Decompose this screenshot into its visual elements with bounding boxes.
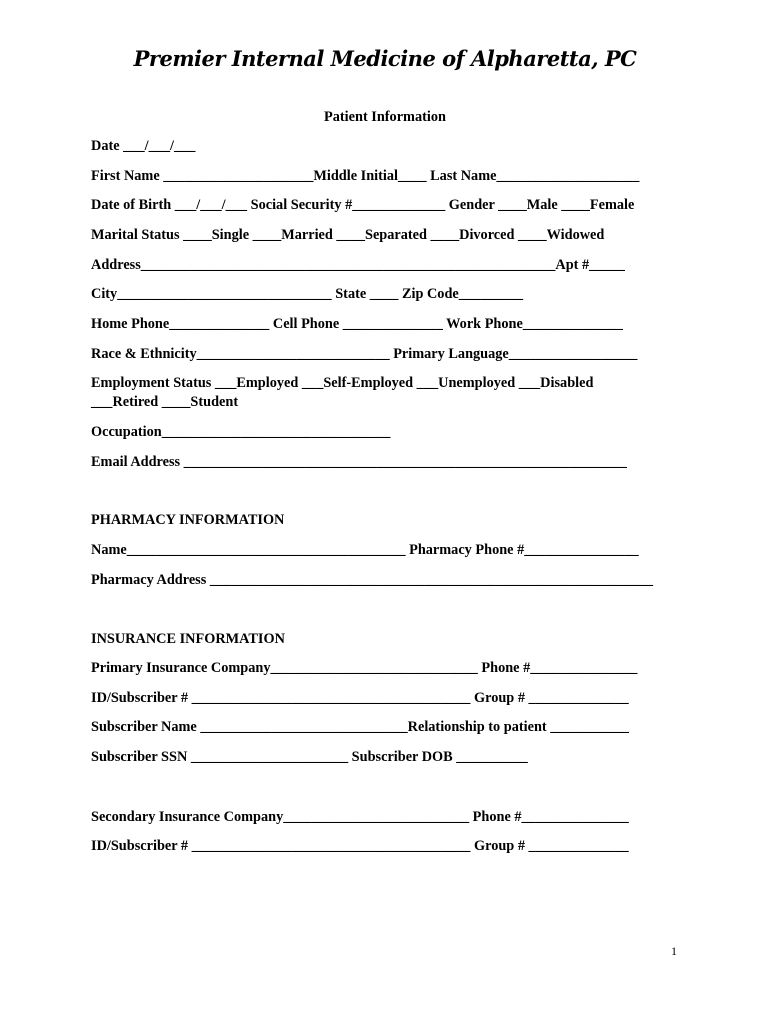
occupation-line[interactable]: Occupation________________________________ — [91, 424, 391, 440]
pharmacy-name-phone-line[interactable]: Name_______________________________________ Pharmacy Phone #________________ — [91, 542, 639, 558]
date-field-line[interactable]: Date ___/___/___ — [91, 138, 196, 154]
marital-status-line[interactable]: Marital Status ____Single ____Married ____Separated ____Divorced ____Widowed — [91, 227, 605, 243]
phone-numbers-line[interactable]: Home Phone______________ Cell Phone ______________ Work Phone______________ — [91, 316, 623, 332]
pharmacy-address-line[interactable]: Pharmacy Address ______________________________________________________________ — [91, 572, 654, 588]
employment-status-line-2[interactable]: ___Retired ____Student — [91, 394, 239, 410]
address-line[interactable]: Address__________________________________________________________Apt #_____ — [91, 257, 625, 273]
subscriber-ssn-dob-line[interactable]: Subscriber SSN ______________________ Subscriber DOB __________ — [91, 749, 528, 765]
form-title: Patient Information — [324, 109, 446, 125]
page-number: 1 — [671, 944, 677, 958]
secondary-subscriber-id-line[interactable]: ID/Subscriber # _______________________________________ Group # ______________ — [91, 838, 629, 854]
pharmacy-section-heading: PHARMACY INFORMATION — [91, 512, 285, 528]
primary-insurance-line[interactable]: Primary Insurance Company_____________________________ Phone #_______________ — [91, 660, 638, 676]
insurance-section-heading: INSURANCE INFORMATION — [91, 631, 285, 647]
subscriber-name-line[interactable]: Subscriber Name _____________________________Relationship to patient ___________ — [91, 719, 629, 735]
practice-name-title: Premier Internal Medicine of Alpharetta, PC — [133, 46, 637, 71]
email-line[interactable]: Email Address ______________________________________________________________ — [91, 454, 627, 470]
dob-ssn-gender-line[interactable]: Date of Birth ___/___/___ Social Security #_____________ Gender ____Male ____Female — [91, 197, 635, 213]
primary-subscriber-id-line[interactable]: ID/Subscriber # _______________________________________ Group # ______________ — [91, 690, 629, 706]
city-state-zip-line[interactable]: City______________________________ State ____ Zip Code_________ — [91, 286, 524, 302]
name-fields-line[interactable]: First Name _____________________Middle Initial____ Last Name____________________ — [91, 168, 640, 184]
race-language-line[interactable]: Race & Ethnicity___________________________ Primary Language__________________ — [91, 346, 638, 362]
employment-status-line[interactable]: Employment Status ___Employed ___Self-Employed ___Unemployed ___Disabled — [91, 375, 594, 391]
secondary-insurance-line[interactable]: Secondary Insurance Company__________________________ Phone #_______________ — [91, 809, 629, 825]
